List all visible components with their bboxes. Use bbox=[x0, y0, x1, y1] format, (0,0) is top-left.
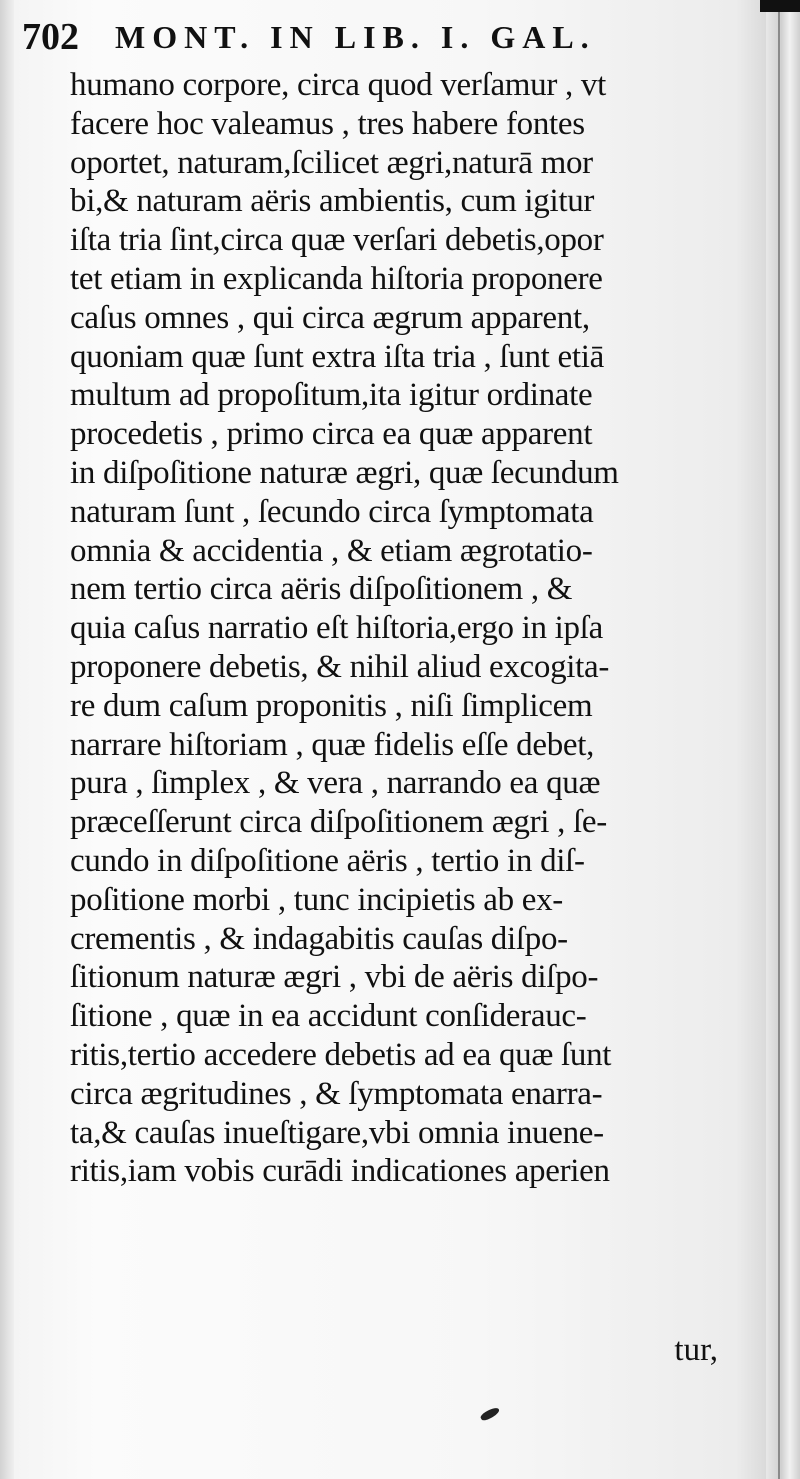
page-edge-line bbox=[778, 0, 780, 1479]
text-line: bi,& naturam aëris ambientis, cum igitur bbox=[70, 183, 595, 220]
text-line: humano corpore, circa quod verſamur , vt bbox=[70, 67, 606, 103]
text-line: narrare hiſtoriam , quæ fidelis eſſe debet, bbox=[70, 726, 595, 763]
text-line: quoniam quæ ſunt extra iſta tria , ſunt etiā bbox=[70, 338, 604, 375]
text-line: circa ægritudines , & ſymptomata enarra- bbox=[70, 1075, 603, 1112]
text-line: præceſſerunt circa diſpoſitionem ægri , ſe- bbox=[70, 804, 607, 841]
text-line: poſitione morbi , tunc incipietis ab ex- bbox=[70, 881, 563, 918]
text-line: ritis,iam vobis curādi indicationes aperien bbox=[70, 1153, 610, 1190]
text-line: procedetis , primo circa ea quæ apparent bbox=[70, 416, 593, 453]
text-line: ſitionum naturæ ægri , vbi de aëris diſpo- bbox=[70, 959, 599, 996]
text-line: caſus omnes , qui circa ægrum apparent, bbox=[70, 299, 590, 336]
text-line: nem tertio circa aëris diſpoſitionem , & bbox=[70, 571, 573, 608]
running-title: MONT. IN LIB. I. GAL. bbox=[115, 18, 596, 55]
text-line: proponere debetis, & nihil aliud excogita- bbox=[70, 648, 610, 685]
ink-blot bbox=[479, 1406, 500, 1423]
text-line: iſta tria ſint,circa quæ verſari debetis,opor bbox=[70, 222, 604, 259]
page-number: 702 bbox=[22, 16, 79, 58]
text-line: in diſpoſitione naturæ ægri, quæ ſecundum bbox=[70, 454, 619, 491]
text-line: ritis,tertio accedere debetis ad ea quæ ſunt bbox=[70, 1036, 612, 1073]
page-gutter bbox=[0, 0, 14, 1479]
body-text bbox=[70, 66, 730, 1191]
text-line: tet etiam in explicanda hiſtoria proponere bbox=[70, 260, 603, 297]
text-line: ta,& cauſas inueſtigare,vbi omnia inuene- bbox=[70, 1114, 604, 1151]
text-line: oportet, naturam,ſcilicet ægri,naturā mor bbox=[70, 144, 593, 181]
text-line: naturam ſunt , ſecundo circa ſymptomata bbox=[70, 493, 594, 530]
text-line: crementis , & indagabitis cauſas diſpo- bbox=[70, 920, 568, 957]
text-line: omnia & accidentia , & etiam ægrotatio- bbox=[70, 532, 593, 569]
page-edge bbox=[766, 0, 800, 1479]
text-line: ſitione , quæ in ea accidunt conſiderauc- bbox=[70, 998, 587, 1035]
text-line: multum ad propoſitum,ita igitur ordinate bbox=[70, 377, 593, 414]
catchword: tur, bbox=[674, 1332, 718, 1368]
running-head bbox=[22, 12, 742, 62]
text-line: quia caſus narratio eſt hiſtoria,ergo in ipſa bbox=[70, 610, 603, 647]
text-line: pura , ſimplex , & vera , narrando ea quæ bbox=[70, 765, 601, 802]
scan-edge bbox=[760, 0, 800, 12]
text-line: cundo in diſpoſitione aëris , tertio in diſ- bbox=[70, 842, 585, 879]
text-line: facere hoc valeamus , tres habere fontes bbox=[70, 105, 585, 142]
text-line: re dum caſum proponitis , niſi ſimplicem bbox=[70, 687, 593, 724]
